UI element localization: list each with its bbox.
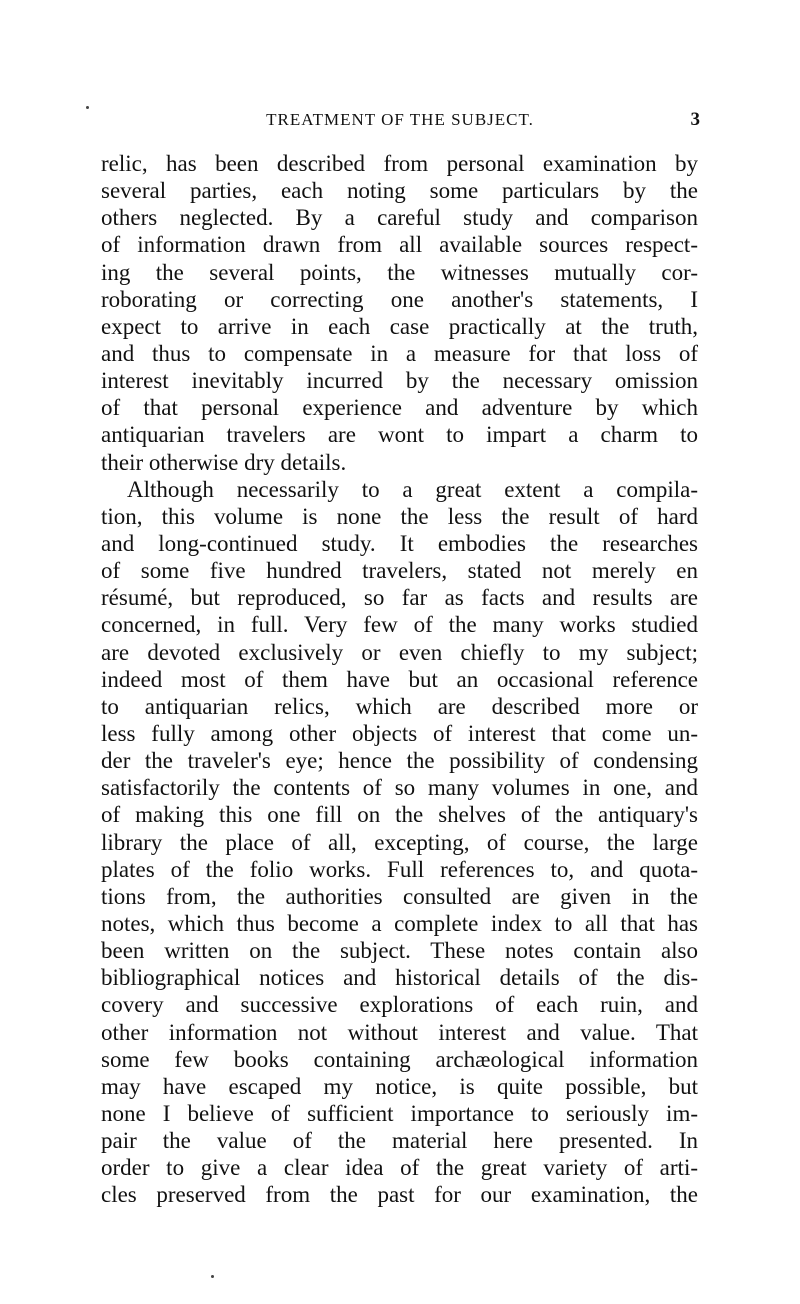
text-line: none I believe of sufficient importance to seriously im- [101,1100,698,1126]
text-line: notes, which thus become a complete index to all that has [101,910,698,936]
text-line: tion, this volume is none the less the result of hard [101,503,698,529]
running-head [100,105,700,135]
text-line: of that personal experience and adventure by which [101,395,698,421]
text-line: to antiquarian relics, which are described more or [101,693,698,719]
text-line: of some five hundred travelers, stated not merely en [101,558,698,584]
text-line: relic, has been described from personal examination by [101,151,698,176]
text-line: several parties, each noting some particulars by the [101,178,698,204]
text-line: library the place of all, excepting, of course, the large [101,829,698,855]
text-line: covery and successive explorations of each ruin, and [101,992,698,1018]
text-line: and thus to compensate in a measure for that loss of [101,340,698,366]
text-line: pair the value of the material here presented. In [101,1128,698,1154]
text-line: some few books containing archæological information [101,1046,698,1072]
text-line: plates of the folio works. Full references to, and quota- [101,856,698,882]
page-number: 3 [690,109,700,130]
text-line: tions from, the authorities consulted are given in the [101,883,698,909]
text-line: interest inevitably incurred by the necessary omission [101,368,698,394]
text-line: others neglected. By a careful study and comparison [101,205,698,231]
running-title: TREATMENT OF THE SUBJECT. [266,110,534,129]
text-line: satisfactorily the contents of so many volumes in one, and [101,775,698,801]
text-line: bibliographical notices and historical details of the dis- [101,965,698,991]
scan-speck [86,106,89,109]
text-line: are devoted exclusively or even chiefly to my subject; [101,639,698,665]
paragraph-start-line: Although necessarily to a great extent a compila- [127,476,698,502]
text-line: antiquarian travelers are wont to impart a charm to [101,422,698,448]
body-text [101,150,698,1208]
text-line: may have escaped my notice, is quite possible, but [101,1073,698,1099]
text-line: of making this one fill on the shelves of the antiquary's [101,802,698,828]
text-line: ing the several points, the witnesses mutually cor- [101,259,698,285]
text-line: less fully among other objects of interest that come un- [101,720,698,746]
text-line: concerned, in full. Very few of the many works studied [101,612,698,638]
text-line: roborating or correcting one another's statements, I [101,286,698,312]
text-line: order to give a clear idea of the great variety of arti- [101,1155,698,1181]
text-line: of information drawn from all available sources respect- [101,232,698,258]
text-line: résumé, but reproduced, so far as facts and results are [101,585,698,611]
paragraph-end-line: their otherwise dry details. [101,449,347,475]
scan-speck [211,1275,214,1278]
text-line: expect to arrive in each case practically at the truth, [101,313,698,339]
text-line: been written on the subject. These notes contain also [101,938,698,964]
text-line: indeed most of them have but an occasional reference [101,666,698,692]
text-line: der the traveler's eye; hence the possibility of condensing [101,748,698,774]
text-line: and long-continued study. It embodies the researches [101,530,698,556]
text-line: cles preserved from the past for our examination, the [101,1182,698,1208]
text-line: other information not without interest and value. That [101,1019,698,1045]
